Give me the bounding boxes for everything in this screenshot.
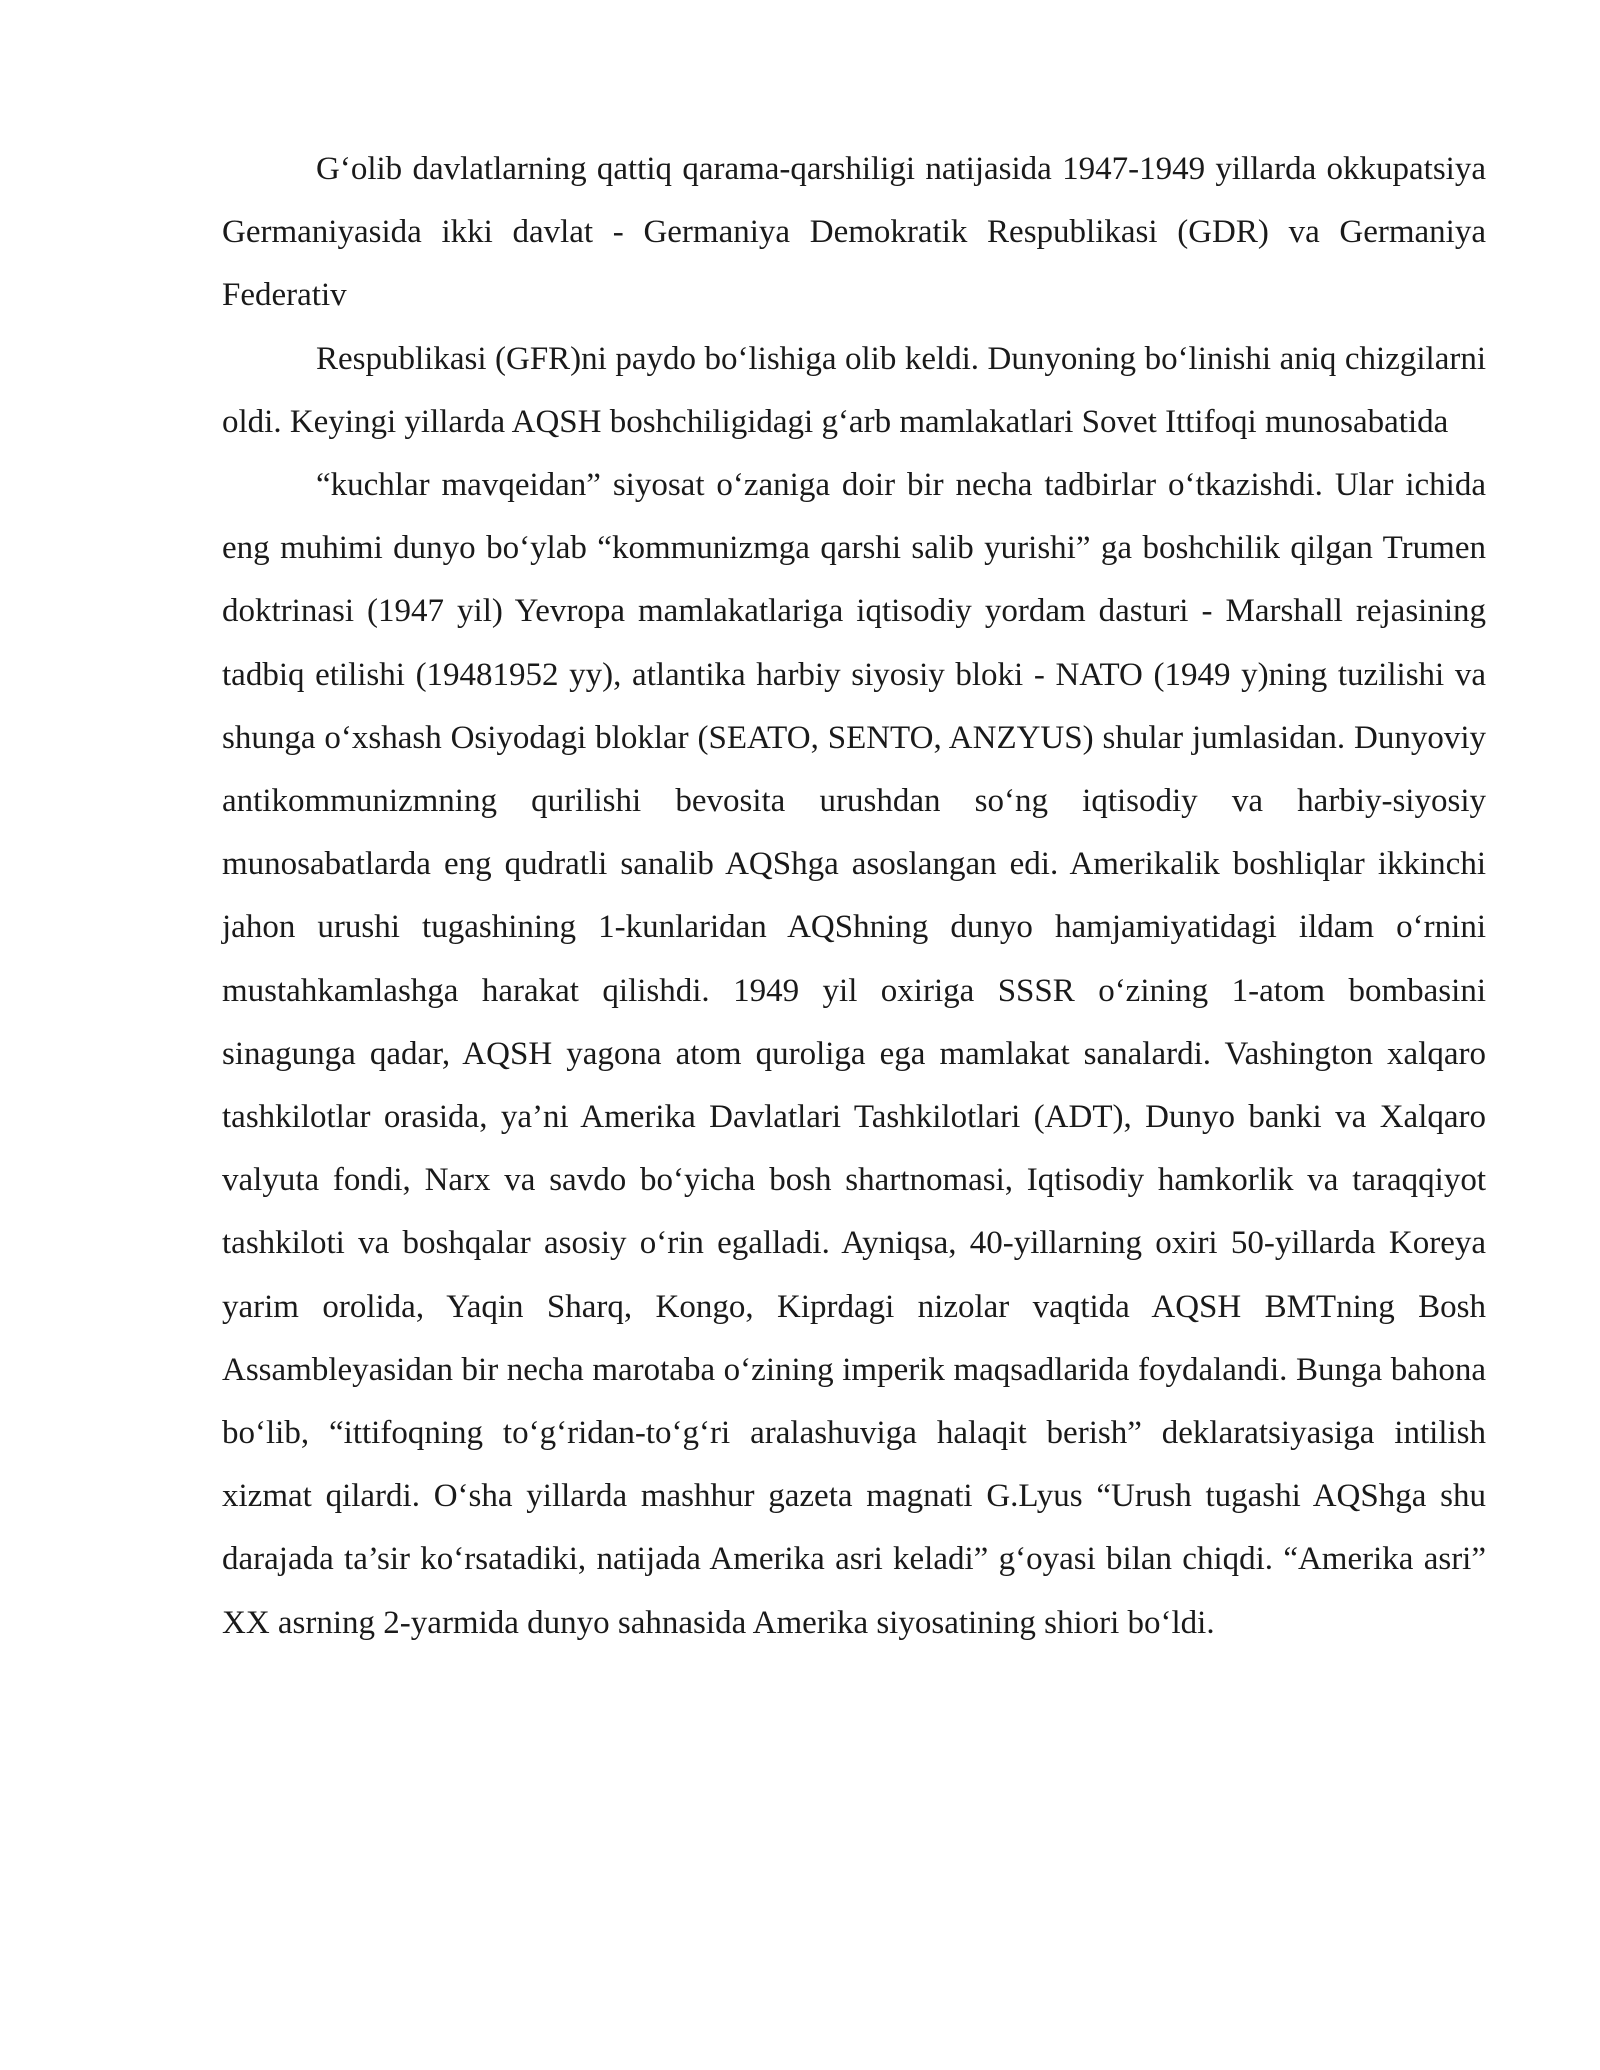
paragraph-1: G‘olib davlatlarning qattiq qarama-qarshiligi natijasida 1947-1949 yillarda okkupatsiya Germaniyasida ikki davlat - Germaniya Demokratik Respublikasi (GDR) va Germaniya Federativ xyxy=(222,151,1486,314)
paragraph-3: “kuchlar mavqeidan” siyosat o‘zaniga doir bir necha tadbirlar o‘tkazishdi. Ular ichida eng muhimi dunyo bo‘ylab “kommunizmga qarshi salib yurishi” ga boshchilik qilgan Trumen doktrinasi (1947 yil) Yevropa mamlakatlariga iqtisodiy yordam dasturi - Marshall rejasining tadbiq etilishi (19481952 yy), atlantika harbiy siyosiy bloki - NATO (1949 y)ning tuzilishi va shunga o‘xshash Osiyodagi bloklar (SEATO, SENTO, ANZYUS) shular jumlasidan. Dunyoviy antikommunizmning qurilishi bevosita urushdan so‘ng iqtisodiy va harbiy-siyosiy munosabatlarda eng qudratli sanalib AQShga asoslangan edi. Amerikalik boshliqlar ikkinchi jahon urushi tugashining 1-kunlaridan AQShning dunyo hamjamiyatidagi ildam o‘rnini mustahkamlashga harakat qilishdi. 1949 yil oxiriga SSSR o‘zining 1-atom bombasini sinagunga qadar, AQSH yagona atom quroliga ega mamlakat sanalardi. Vashington xalqaro tashkilotlar orasida, ya’ni Amerika Davlatlari Tashkilotlari (ADT), Dunyo banki va Xalqaro valyuta fondi, Narx va savdo bo‘yicha bosh shartnomasi, Iqtisodiy hamkorlik va taraqqiyot tashkiloti va boshqalar asosiy o‘rin egalladi. Ayniqsa, 40-yillarning oxiri 50-yillarda Koreya yarim orolida, Yaqin Sharq, Kongo, Kiprdagi nizolar vaqtida AQSH BMTning Bosh Assambleyasidan bir necha marotaba o‘zining imperik maqsadlarida foydalandi. Bunga bahona bo‘lib, “ittifoqning to‘g‘ridan-to‘g‘ri aralashuviga halaqit berish” deklaratsiyasiga intilish xizmat qilardi. O‘sha yillarda mashhur gazeta magnati G.Lyus “Urush tugashi AQShga shu darajada ta’sir ko‘rsatadiki, natijada Amerika asri keladi” g‘oyasi bilan chiqdi. “Amerika asri” XX asrning 2-yarmida dunyo sahnasida Amerika siyosatining shiori bo‘ldi. xyxy=(222,467,1486,1641)
paragraph-2: Respublikasi (GFR)ni paydo bo‘lishiga olib keldi. Dunyoning bo‘linishi aniq chizgilarni oldi. Keyingi yillarda AQSH boshchiligidagi g‘arb mamlakatlari Sovet Ittifoqi munosabatida xyxy=(222,340,1486,440)
body-text xyxy=(222,138,1486,1655)
